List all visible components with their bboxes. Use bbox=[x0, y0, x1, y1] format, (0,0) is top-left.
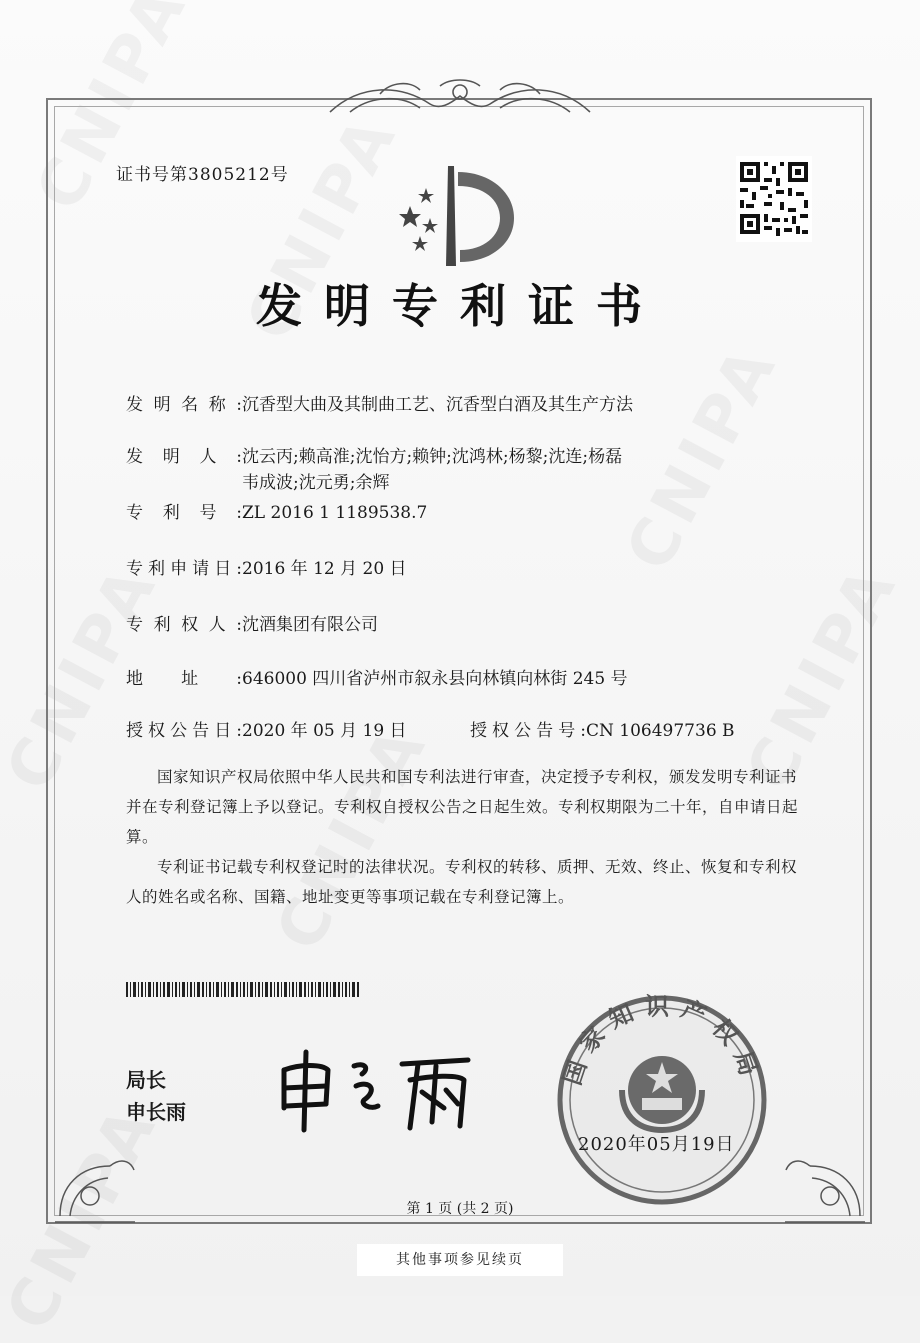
invention-name-label: 发明名称: bbox=[126, 395, 242, 415]
body-paragraph-1: 国家知识产权局依照中华人民共和国专利法进行审查，决定授予专利权，颁发发明专利证书并在专利登记簿上予以登记。专利权自授权公告之日起生效。专利权期限为二十年，自申请日起算。 bbox=[126, 768, 799, 846]
certificate-number: 证书号第3805212号 bbox=[116, 165, 289, 185]
body-paragraph-2: 专利证书记载专利权登记时的法律状况。专利权的转移、质押、无效、终止、恢复和专利权人的姓名或名称、国籍、地址变更等事项记载在专利登记簿上。 bbox=[126, 858, 798, 906]
grant-number-label: 授权公告号: bbox=[470, 721, 586, 741]
patent-number-label: 专利号: bbox=[126, 503, 242, 523]
signatory-title: 局长 bbox=[126, 1068, 166, 1092]
application-date-value: 2016 年 12 月 20 日 bbox=[242, 559, 407, 579]
address-label: 地址: bbox=[126, 669, 242, 689]
grant-date-field bbox=[126, 718, 407, 744]
cnipa-logo-icon bbox=[390, 158, 530, 273]
inventors-field bbox=[126, 444, 622, 496]
handwritten-signature-icon bbox=[270, 1030, 480, 1140]
application-date-label: 专利申请日: bbox=[126, 559, 242, 579]
grant-date-label: 授权公告日: bbox=[126, 721, 242, 741]
patent-number-value: ZL 2016 1 1189538.7 bbox=[242, 503, 428, 523]
grant-date-value: 2020 年 05 月 19 日 bbox=[242, 721, 407, 741]
patentee-label: 专利权人: bbox=[126, 615, 242, 635]
application-date-field bbox=[126, 556, 407, 582]
signatory-name: 申长雨 bbox=[126, 1100, 186, 1124]
top-ornament-icon bbox=[320, 74, 600, 120]
invention-name-field bbox=[126, 392, 633, 418]
body-text bbox=[126, 762, 810, 912]
grant-number-value: CN 106497736 B bbox=[586, 721, 735, 741]
inventors-value-line1: 沈云丙;赖高淮;沈怡方;赖钟;沈鸿林;杨黎;沈连;杨磊 bbox=[242, 447, 623, 467]
page-number: 第 1 页 (共 2 页) bbox=[406, 1201, 514, 1217]
svg-text:国家知识产权局: 国家知识产权局 bbox=[558, 992, 766, 1089]
page-title: 发明专利证书 bbox=[256, 279, 664, 333]
footer-note: 其他事项参见续页 bbox=[357, 1244, 563, 1276]
official-seal-icon bbox=[552, 990, 772, 1210]
grant-number-field bbox=[470, 718, 735, 744]
address-value: 646000 四川省泸州市叙永县向林镇向林街 245 号 bbox=[242, 669, 628, 689]
patent-number-field bbox=[126, 500, 427, 526]
inventors-label: 发明人: bbox=[126, 447, 242, 467]
patentee-field bbox=[126, 612, 378, 638]
qr-code-icon bbox=[736, 156, 812, 242]
invention-name-value: 沉香型大曲及其制曲工艺、沉香型白酒及其生产方法 bbox=[242, 395, 633, 415]
address-field bbox=[126, 666, 628, 692]
seal-date: 2020年05月19日 bbox=[578, 1134, 735, 1155]
patentee-value: 沈酒集团有限公司 bbox=[242, 615, 378, 635]
barcode-icon bbox=[126, 982, 360, 997]
inventors-value-line2: 韦成波;沈元勇;余辉 bbox=[242, 473, 390, 493]
